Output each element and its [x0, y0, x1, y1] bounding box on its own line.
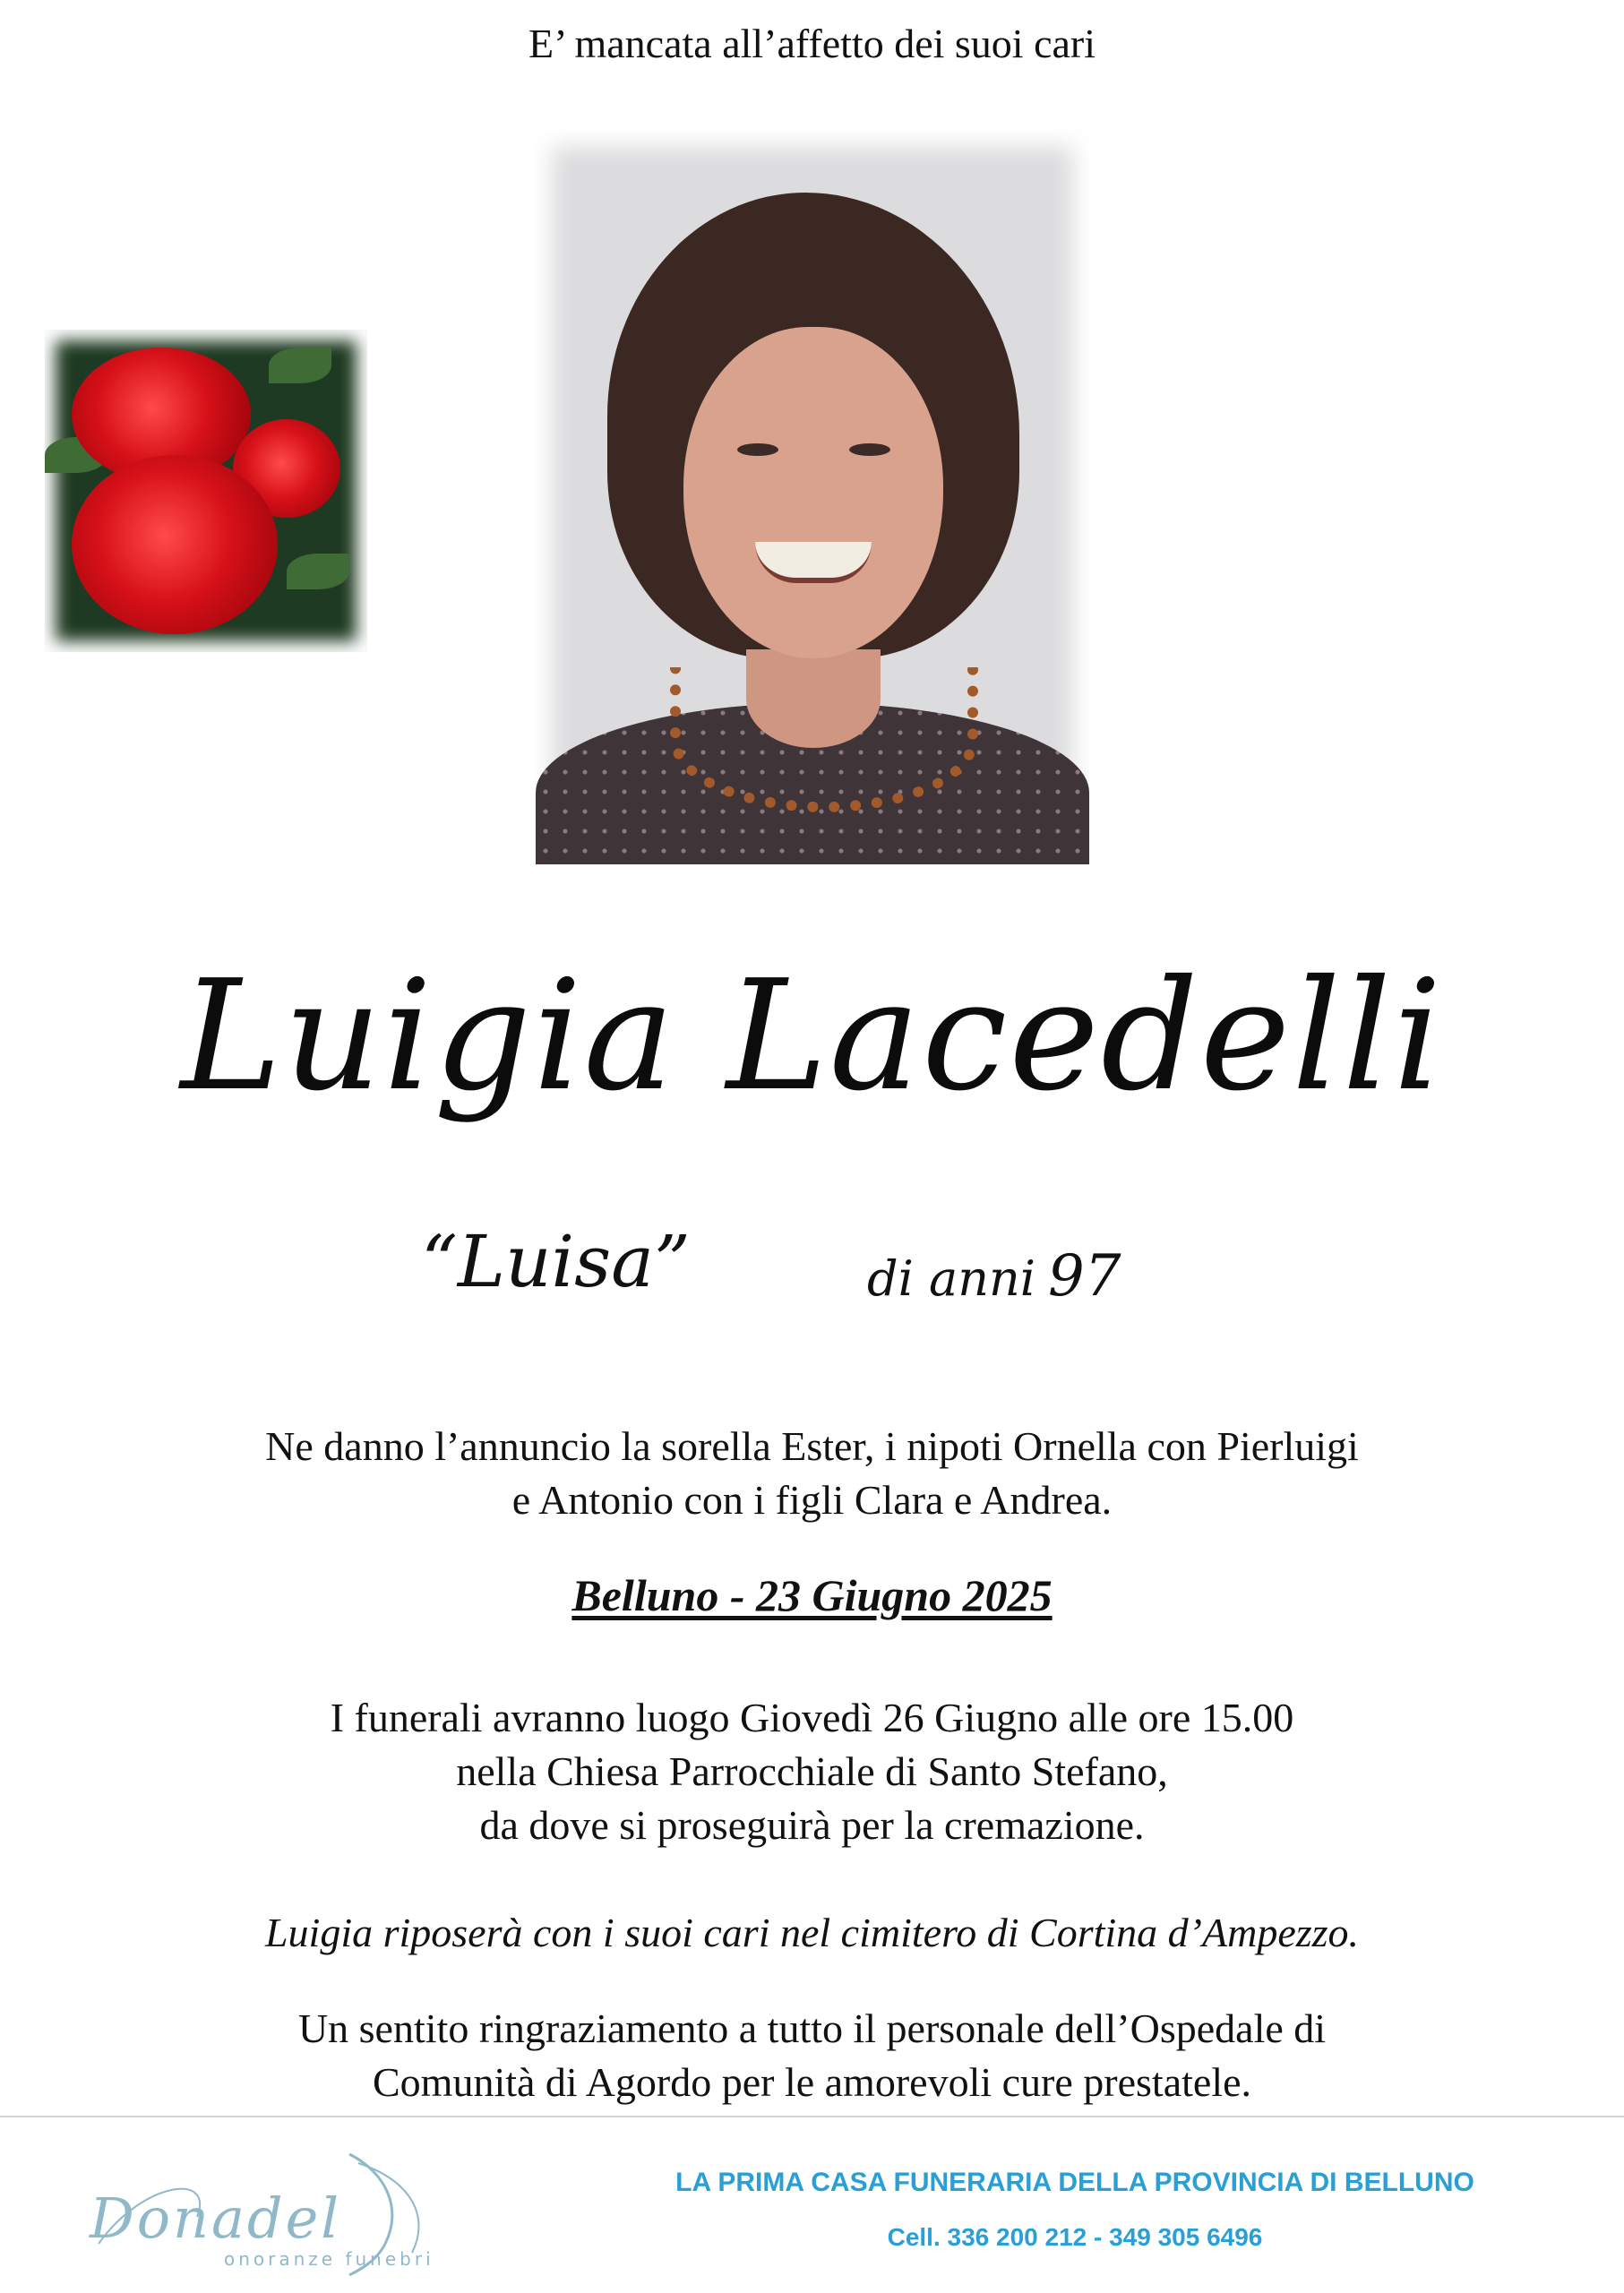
logo-name: Donadel: [90, 2186, 342, 2251]
footer-phone: Cell. 336 200 212 - 349 305 6496: [887, 2223, 1263, 2251]
place-date: [0, 1569, 1624, 1621]
age-label: di anni: [867, 1250, 1036, 1307]
deceased-portrait-photo: [536, 130, 1089, 864]
intro-text: E’ mancata all’affetto dei suoi cari: [528, 21, 1096, 66]
burial-note: Luigia riposerà con i suoi cari nel cimitero di Cortina d’Ampezzo.: [264, 1910, 1360, 1955]
leaf-shape: [269, 348, 331, 383]
thanks-line: Comunità di Agordo per le amorevoli cure prestatele.: [372, 2059, 1252, 2105]
funeral-line: da dove si proseguirà per la cremazione.: [479, 1802, 1145, 1848]
age-value: 97: [1048, 1243, 1121, 1310]
leaf-shape: [287, 554, 349, 589]
deceased-name: Luigia Lacedelli: [180, 948, 1444, 1125]
rose-shape: [72, 455, 278, 634]
announcement: [0, 1420, 1624, 1527]
funeral-line: I funerali avranno luogo Giovedì 26 Giugno alle ore 15.00: [330, 1695, 1294, 1740]
portrait-eye: [737, 443, 778, 456]
portrait-eye: [849, 443, 890, 456]
nickname: “Luisa”: [421, 1220, 691, 1303]
footer-divider: [0, 2116, 1624, 2117]
place-date-text: Belluno - 23 Giugno 2025: [571, 1570, 1053, 1620]
thanks-note: [0, 2002, 1624, 2109]
thanks-line: Un sentito ringraziamento a tutto il personale dell’Ospedale di: [297, 2005, 1327, 2051]
funeral-details: [0, 1691, 1624, 1852]
logo-subtitle: onoranze funebri: [224, 2248, 434, 2270]
portrait-face: [683, 327, 943, 658]
age: [867, 1243, 1121, 1310]
portrait-necklace: [670, 667, 978, 812]
footer-tagline: LA PRIMA CASA FUNERARIA DELLA PROVINCIA DI BELLUNO: [675, 2168, 1474, 2197]
announcement-line: e Antonio con i figli Clara e Andrea.: [511, 1477, 1113, 1523]
announcement-line: Ne danno l’annuncio la sorella Ester, i nipoti Ornella con Pierluigi: [265, 1423, 1359, 1469]
funeral-line: nella Chiesa Parrocchiale di Santo Stefano,: [456, 1748, 1168, 1794]
roses-image: [45, 330, 367, 652]
